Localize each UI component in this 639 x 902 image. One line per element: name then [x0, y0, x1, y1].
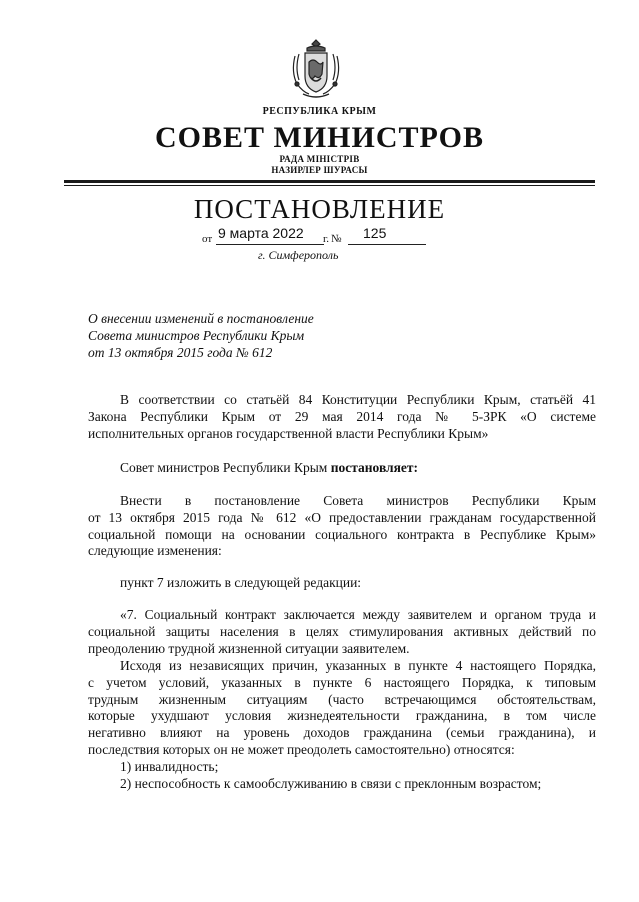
- number-underline: [348, 244, 426, 245]
- paragraph-line: которые ухудшают условия жизнедеятельности гражданина, в том числе: [88, 708, 596, 724]
- paragraph-line: социальной защиты населения в целях стимулирования активных действий по: [88, 623, 596, 639]
- decree-number: 125: [363, 225, 387, 241]
- paragraph-line: следующие изменения:: [88, 543, 222, 559]
- decree-city: г. Симферополь: [258, 248, 339, 262]
- list-item: 2) неспособность к самообслуживанию в связи с преклонным возрастом;: [120, 775, 542, 791]
- paragraph-line: Исходя из независящих причин, указанных в пункте 4 настоящего Порядка,: [120, 658, 596, 673]
- paragraph-line: последствия которых он не может преодолеть самостоятельно) относятся:: [88, 741, 515, 757]
- clause-7-paragraph: [88, 607, 596, 657]
- date-prefix: от: [202, 233, 213, 245]
- decree-title: ПОСТАНОВЛЕНИЕ: [193, 194, 446, 224]
- paragraph-line: преодолению трудной жизненной ситуации заявителем.: [88, 640, 410, 656]
- decree-subject: [88, 310, 314, 361]
- header-divider-thin: [64, 185, 595, 186]
- resolution-verb: постановляет:: [330, 460, 419, 475]
- paragraph-line: с учетом условий, указанных в пункте 6 настоящего Порядка, к типовым: [88, 674, 596, 690]
- crimea-coat-of-arms-icon: [289, 38, 343, 100]
- subject-line: от 13 октября 2015 года № 612: [88, 345, 273, 360]
- year-suffix: г.: [323, 233, 330, 245]
- paragraph-line: негативно влияют на уровень доходов гражданина (семьи гражданина), и: [88, 725, 596, 741]
- header-divider-thick: [64, 180, 595, 183]
- paragraph-line: пункт 7 изложить в следующей редакции:: [120, 575, 362, 590]
- resolution-text: Совет министров Республики Крым: [120, 460, 331, 475]
- paragraph-line: «7. Социальный контракт заключается между заявителем и органом труда и: [120, 607, 596, 622]
- resolution-statement: [88, 460, 596, 477]
- council-name-ukrainian: РАДА МІНІСТРІВ: [279, 154, 360, 164]
- paragraph-line: исполнительных органов государственной власти Республики Крым»: [88, 425, 489, 441]
- situations-list: [88, 759, 596, 793]
- paragraph-line: от 13 октября 2015 года № 612 «О предоставлении гражданам государственной: [88, 509, 596, 525]
- republic-name: РЕСПУБЛИКА КРЫМ: [262, 106, 377, 117]
- subject-line: О внесении изменений в постановление: [88, 311, 314, 326]
- council-name-crimean-tatar: НАЗИРЛЕР ШУРАСЫ: [271, 165, 368, 175]
- number-prefix: №: [331, 233, 342, 245]
- amendment-paragraph: [88, 493, 596, 560]
- paragraph-line: Закона Республики Крым от 29 мая 2014 года № 5-ЗРК «О системе: [88, 408, 596, 424]
- preamble-paragraph: [88, 392, 596, 442]
- council-name: СОВЕТ МИНИСТРОВ: [154, 121, 485, 154]
- paragraph-line: трудным жизненным ситуациям (часто встречающимся обстоятельствам,: [88, 691, 596, 707]
- subject-line: Совета министров Республики Крым: [88, 328, 305, 343]
- paragraph-line: социальной помощи на основании социального контракта в Республике Крым»: [88, 526, 596, 542]
- paragraph-line: В соответствии со статьёй 84 Конституции Республики Крым, статьёй 41: [120, 392, 596, 407]
- date-underline: [216, 244, 324, 245]
- paragraph-line: Внести в постановление Совета министров Республики Крым: [120, 493, 596, 508]
- amendment-instruction: [88, 575, 596, 592]
- clause-7-conditions-paragraph: [88, 658, 596, 759]
- list-item: 1) инвалидность;: [120, 759, 219, 774]
- decree-date-number-row: [200, 225, 440, 247]
- decree-date: 9 марта 2022: [218, 225, 304, 241]
